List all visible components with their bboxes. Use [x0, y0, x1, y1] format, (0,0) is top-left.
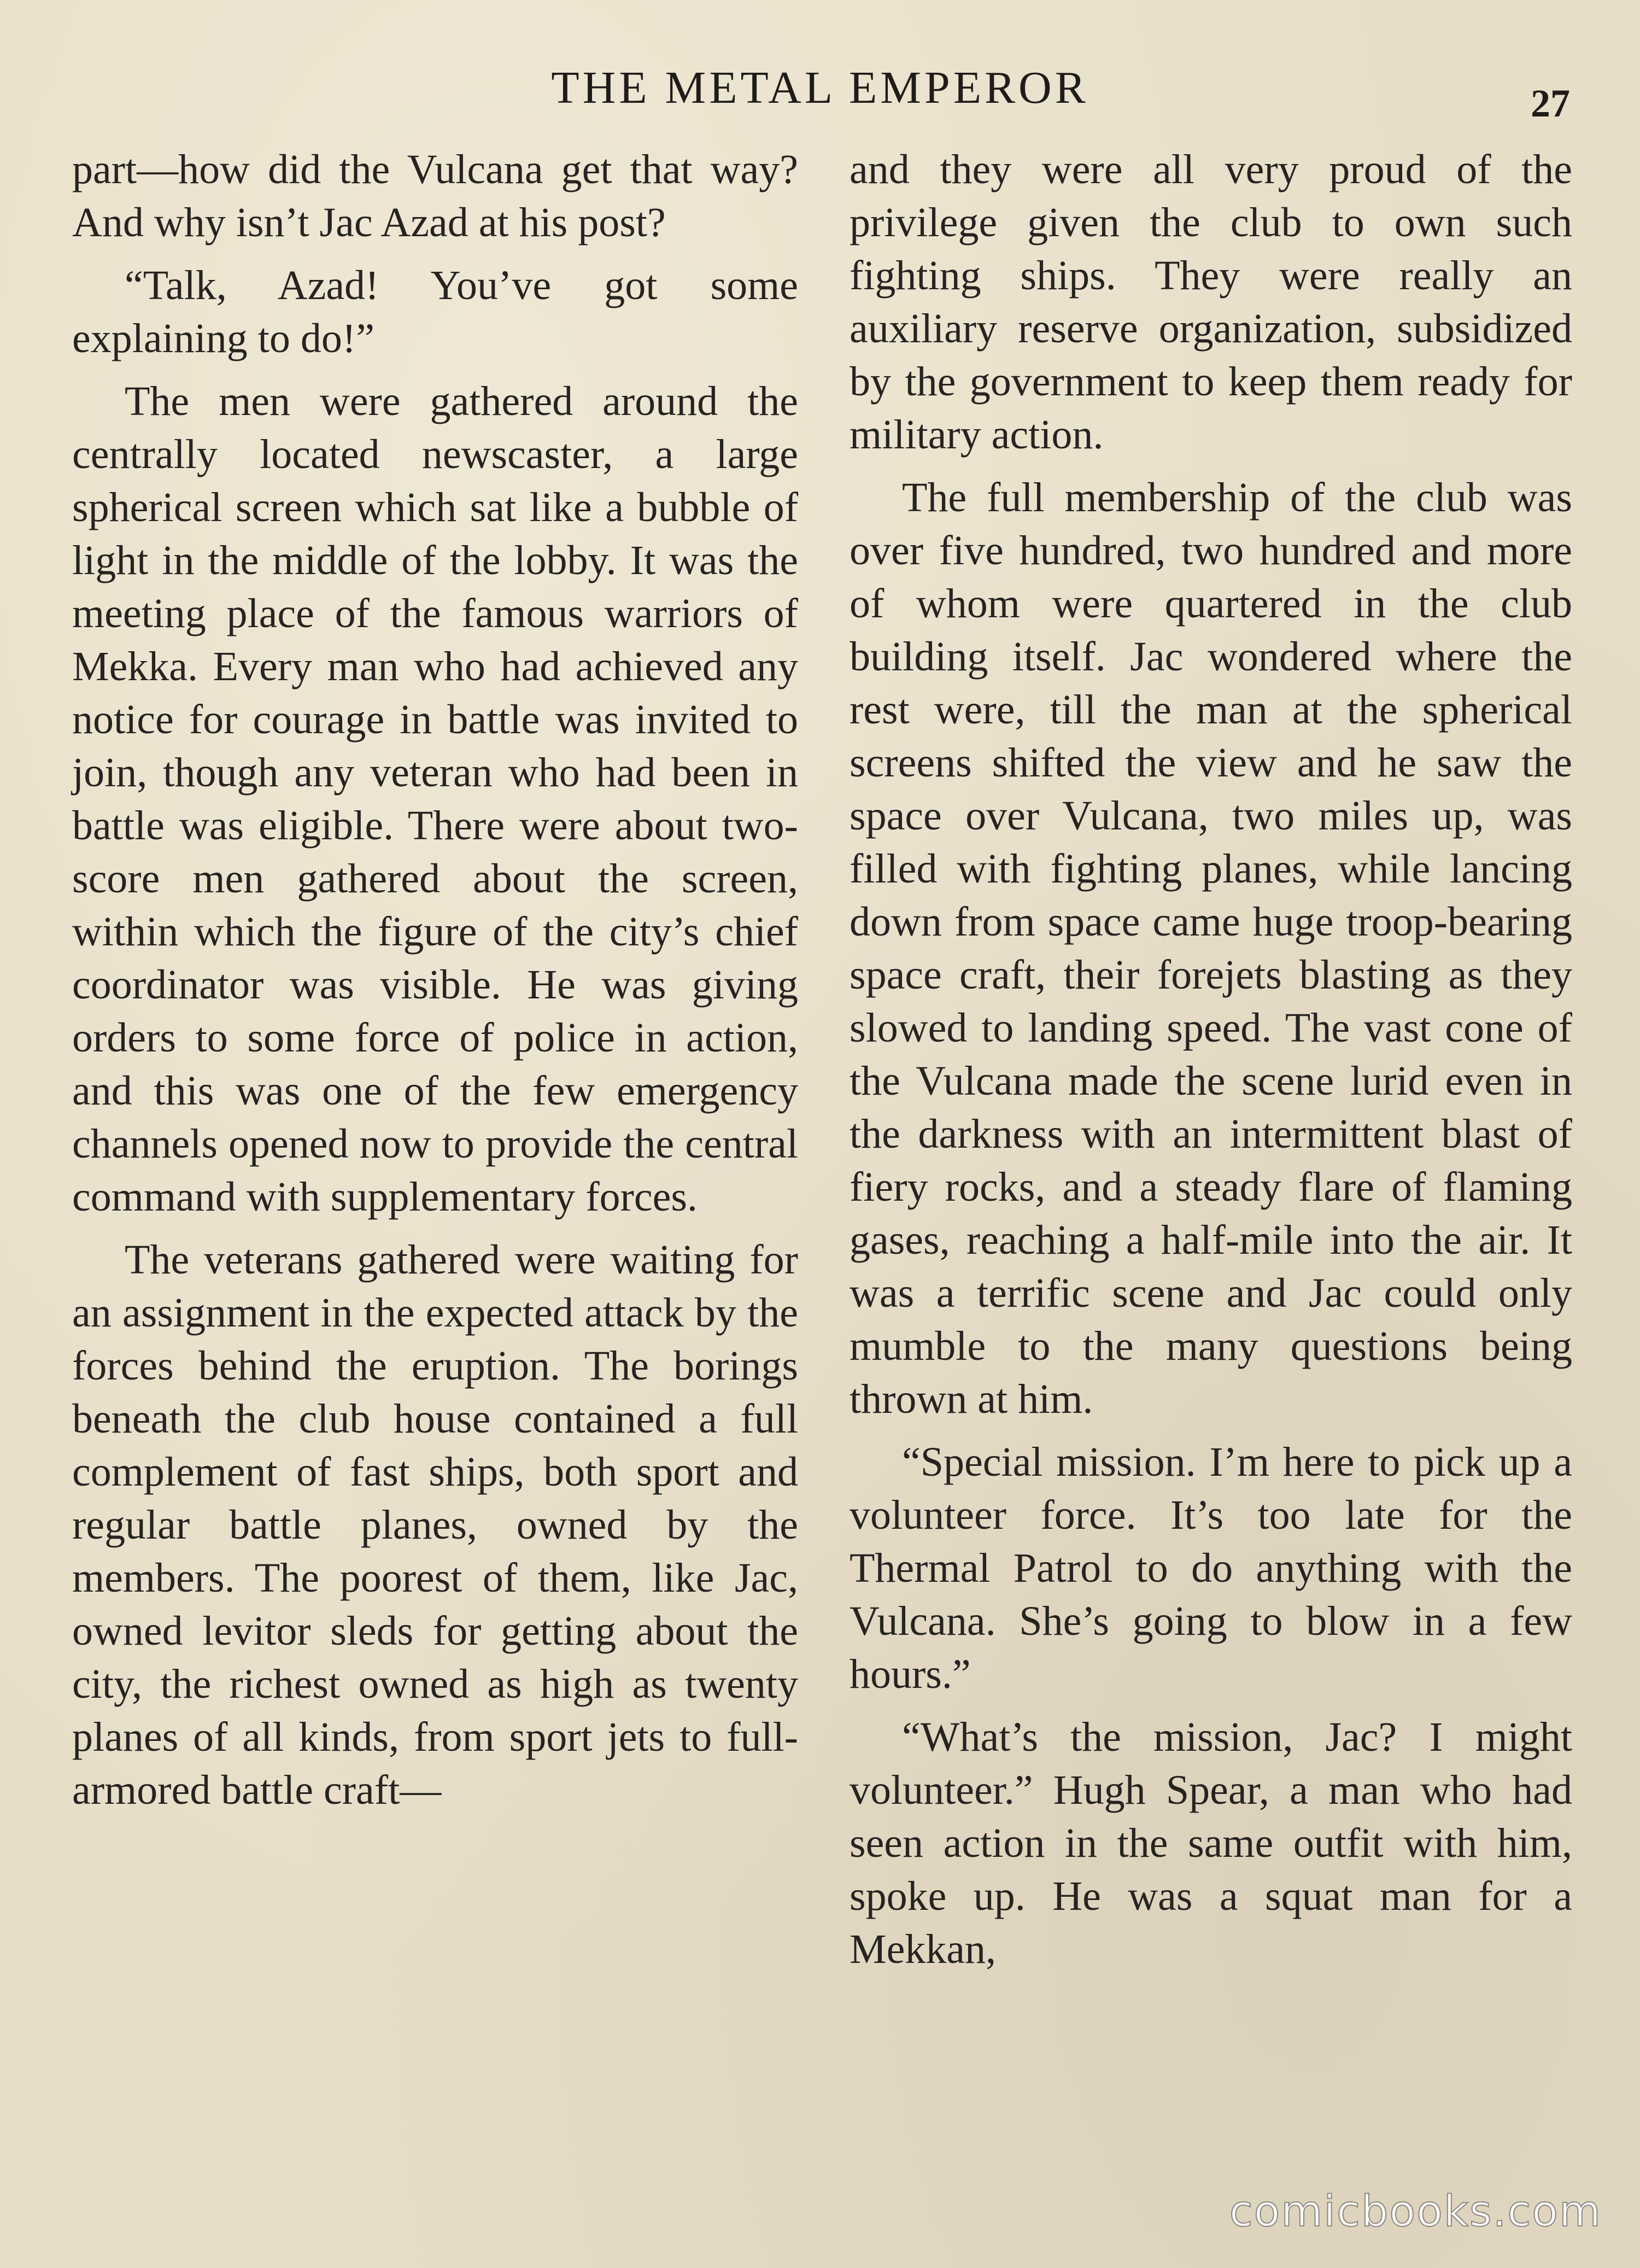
paragraph: and they were all very proud of the privilege given the club to own such fighting ships. They were really an auxiliary reserve organization, subsidized by the government to keep them ready for military action. [850, 147, 1572, 458]
paragraph: The veterans gathered were waiting for an assignment in the expected attack by the forces behind the eruption. The borings beneath the club house contained a full complement of fast ships, both sport and regular battle planes, owned by the members. The poorest of them, like Jac, owned levitor sleds for getting about the city, the richest owned as high as twenty planes of all kinds, from sport jets to full-armored battle craft— [72, 1237, 798, 1813]
left-text-column [72, 143, 798, 1827]
paragraph: “Talk, Azad! You’ve got some explaining to do!” [72, 262, 798, 361]
paragraph: “Special mission. I’m here to pick up a volunteer force. It’s too late for the Thermal Patrol to do anything with the Vulcana. She’s going to blow in a few hours.” [850, 1439, 1572, 1697]
page-number: 27 [1531, 81, 1570, 125]
paragraph: The full membership of the club was over five hundred, two hundred and more of whom were quartered in the club building itself. Jac wondered where the rest were, till the man at the spherical screens shifted the view and he saw the space over Vulcana, two miles up, was filled with fighting planes, while lancing down from space came huge troop-bearing space craft, their forejets blasting as they slowed to landing speed. The vast cone of the Vulcana made the scene lurid even in the darkness with an intermittent blast of fiery rocks, and a steady flare of flaming gases, reaching a half-mile into the air. It was a terrific scene and Jac could only mumble to the many questions being thrown at him. [850, 475, 1572, 1422]
paragraph: The men were gathered around the centrally located newscaster, a large spherical screen which sat like a bubble of light in the middle of the lobby. It was the meeting place of the famous warriors of Mekka. Every man who had achieved any notice for courage in battle was invited to join, though any veteran who had been in battle was eligible. There were about two-score men gathered about the screen, within which the figure of the city’s chief coordinator was visible. He was giving orders to some force of police in action, and this was one of the few emergency channels opened now to provide the central command with supplementary forces. [72, 378, 798, 1220]
paragraph: part—how did the Vulcana get that way? And why isn’t Jac Azad at his post? [72, 147, 798, 245]
right-text-column [850, 143, 1572, 1986]
paragraph: “What’s the mission, Jac? I might volunteer.” Hugh Spear, a man who had seen action in the same outfit with him, spoke up. He was a squat man for a Mekkan, [850, 1714, 1572, 1972]
site-watermark: comicbooks.com [1229, 2187, 1602, 2236]
running-title: THE METAL EMPEROR [551, 62, 1089, 113]
